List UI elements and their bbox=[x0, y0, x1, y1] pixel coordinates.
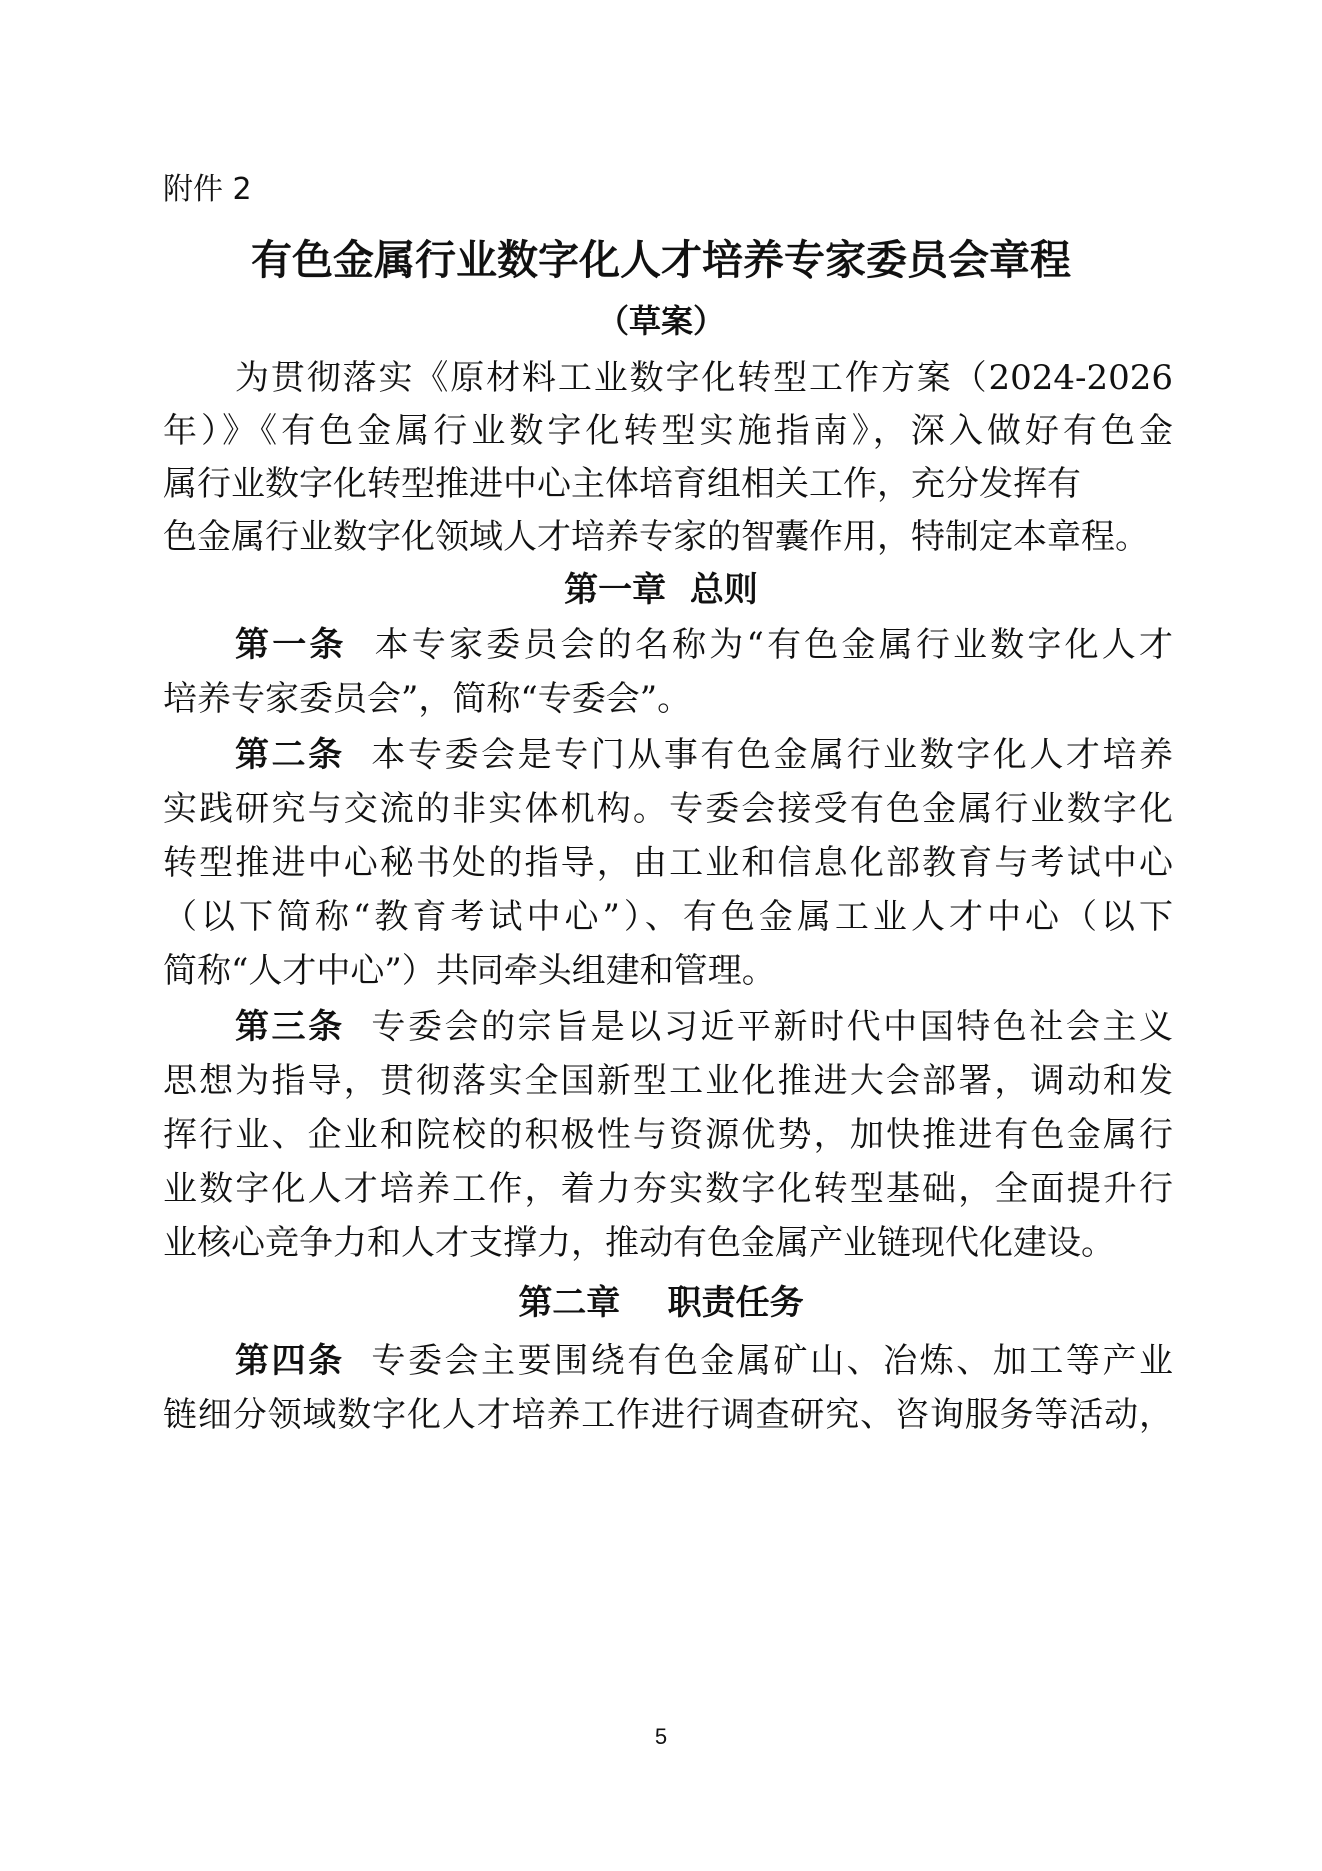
preamble-line: 为贯彻落实《原材料工业数字化转型工作方案（2024-2026 bbox=[235, 358, 1173, 398]
article-text: 专委会的宗旨是以习近平新时代中国特色社会主义 bbox=[371, 1007, 1173, 1047]
article-text: 本专委会是专门从事有色金属行业数字化人才培养 bbox=[371, 735, 1173, 775]
article-label: 第三条 bbox=[235, 1007, 345, 1047]
article-line: 转型推进中心秘书处的指导，由工业和信息化部教育与考试中心 bbox=[163, 843, 1173, 883]
preamble-line: 色金属行业数字化领域人才培养专家的智囊作用，特制定本章程。 bbox=[163, 517, 1149, 557]
annex-label: 附件 2 bbox=[163, 172, 252, 207]
preamble-line: 属行业数字化转型推进中心主体培育组相关工作，充分发挥有 bbox=[163, 464, 1081, 504]
article-line: （以下简称“教育考试中心”）、有色金属工业人才中心（以下 bbox=[163, 897, 1173, 937]
article-label: 第二条 bbox=[235, 735, 345, 775]
article-line: 实践研究与交流的非实体机构。专委会接受有色金属行业数字化 bbox=[163, 789, 1173, 829]
article-line: 培养专家委员会”，简称“专委会”。 bbox=[163, 679, 692, 719]
article-line: 业核心竞争力和人才支撑力，推动有色金属产业链现代化建设。 bbox=[163, 1223, 1115, 1263]
chapter-heading: 第二章 职责任务 bbox=[518, 1283, 804, 1323]
article-label: 第一条 bbox=[235, 625, 347, 665]
article-text: 本专家委员会的名称为“有色金属行业数字化人才 bbox=[374, 625, 1173, 665]
document-subtitle: （草案） bbox=[596, 302, 725, 340]
article-first-line bbox=[235, 1002, 1173, 1052]
article-first-line bbox=[235, 620, 1173, 670]
preamble-line: 年）》《有色金属行业数字化转型实施指南》，深入做好有色金 bbox=[163, 411, 1173, 451]
article-first-line bbox=[235, 1336, 1173, 1386]
article-label: 第四条 bbox=[235, 1341, 345, 1381]
document-title: 有色金属行业数字化人才培养专家委员会章程 bbox=[251, 236, 1071, 284]
article-line: 链细分领域数字化人才培养工作进行调查研究、咨询服务等活动， bbox=[163, 1395, 1173, 1435]
article-first-line bbox=[235, 730, 1173, 780]
page-number: 5 bbox=[654, 1724, 668, 1749]
chapter-heading: 第一章 总则 bbox=[564, 570, 758, 610]
article-line: 简称“人才中心”）共同牵头组建和管理。 bbox=[163, 951, 776, 991]
article-text: 专委会主要围绕有色金属矿山、冶炼、加工等产业 bbox=[371, 1341, 1173, 1381]
article-line: 思想为指导，贯彻落实全国新型工业化推进大会部署，调动和发 bbox=[163, 1061, 1173, 1101]
article-line: 挥行业、企业和院校的积极性与资源优势，加快推进有色金属行 bbox=[163, 1115, 1173, 1155]
article-line: 业数字化人才培养工作，着力夯实数字化转型基础，全面提升行 bbox=[163, 1169, 1173, 1209]
